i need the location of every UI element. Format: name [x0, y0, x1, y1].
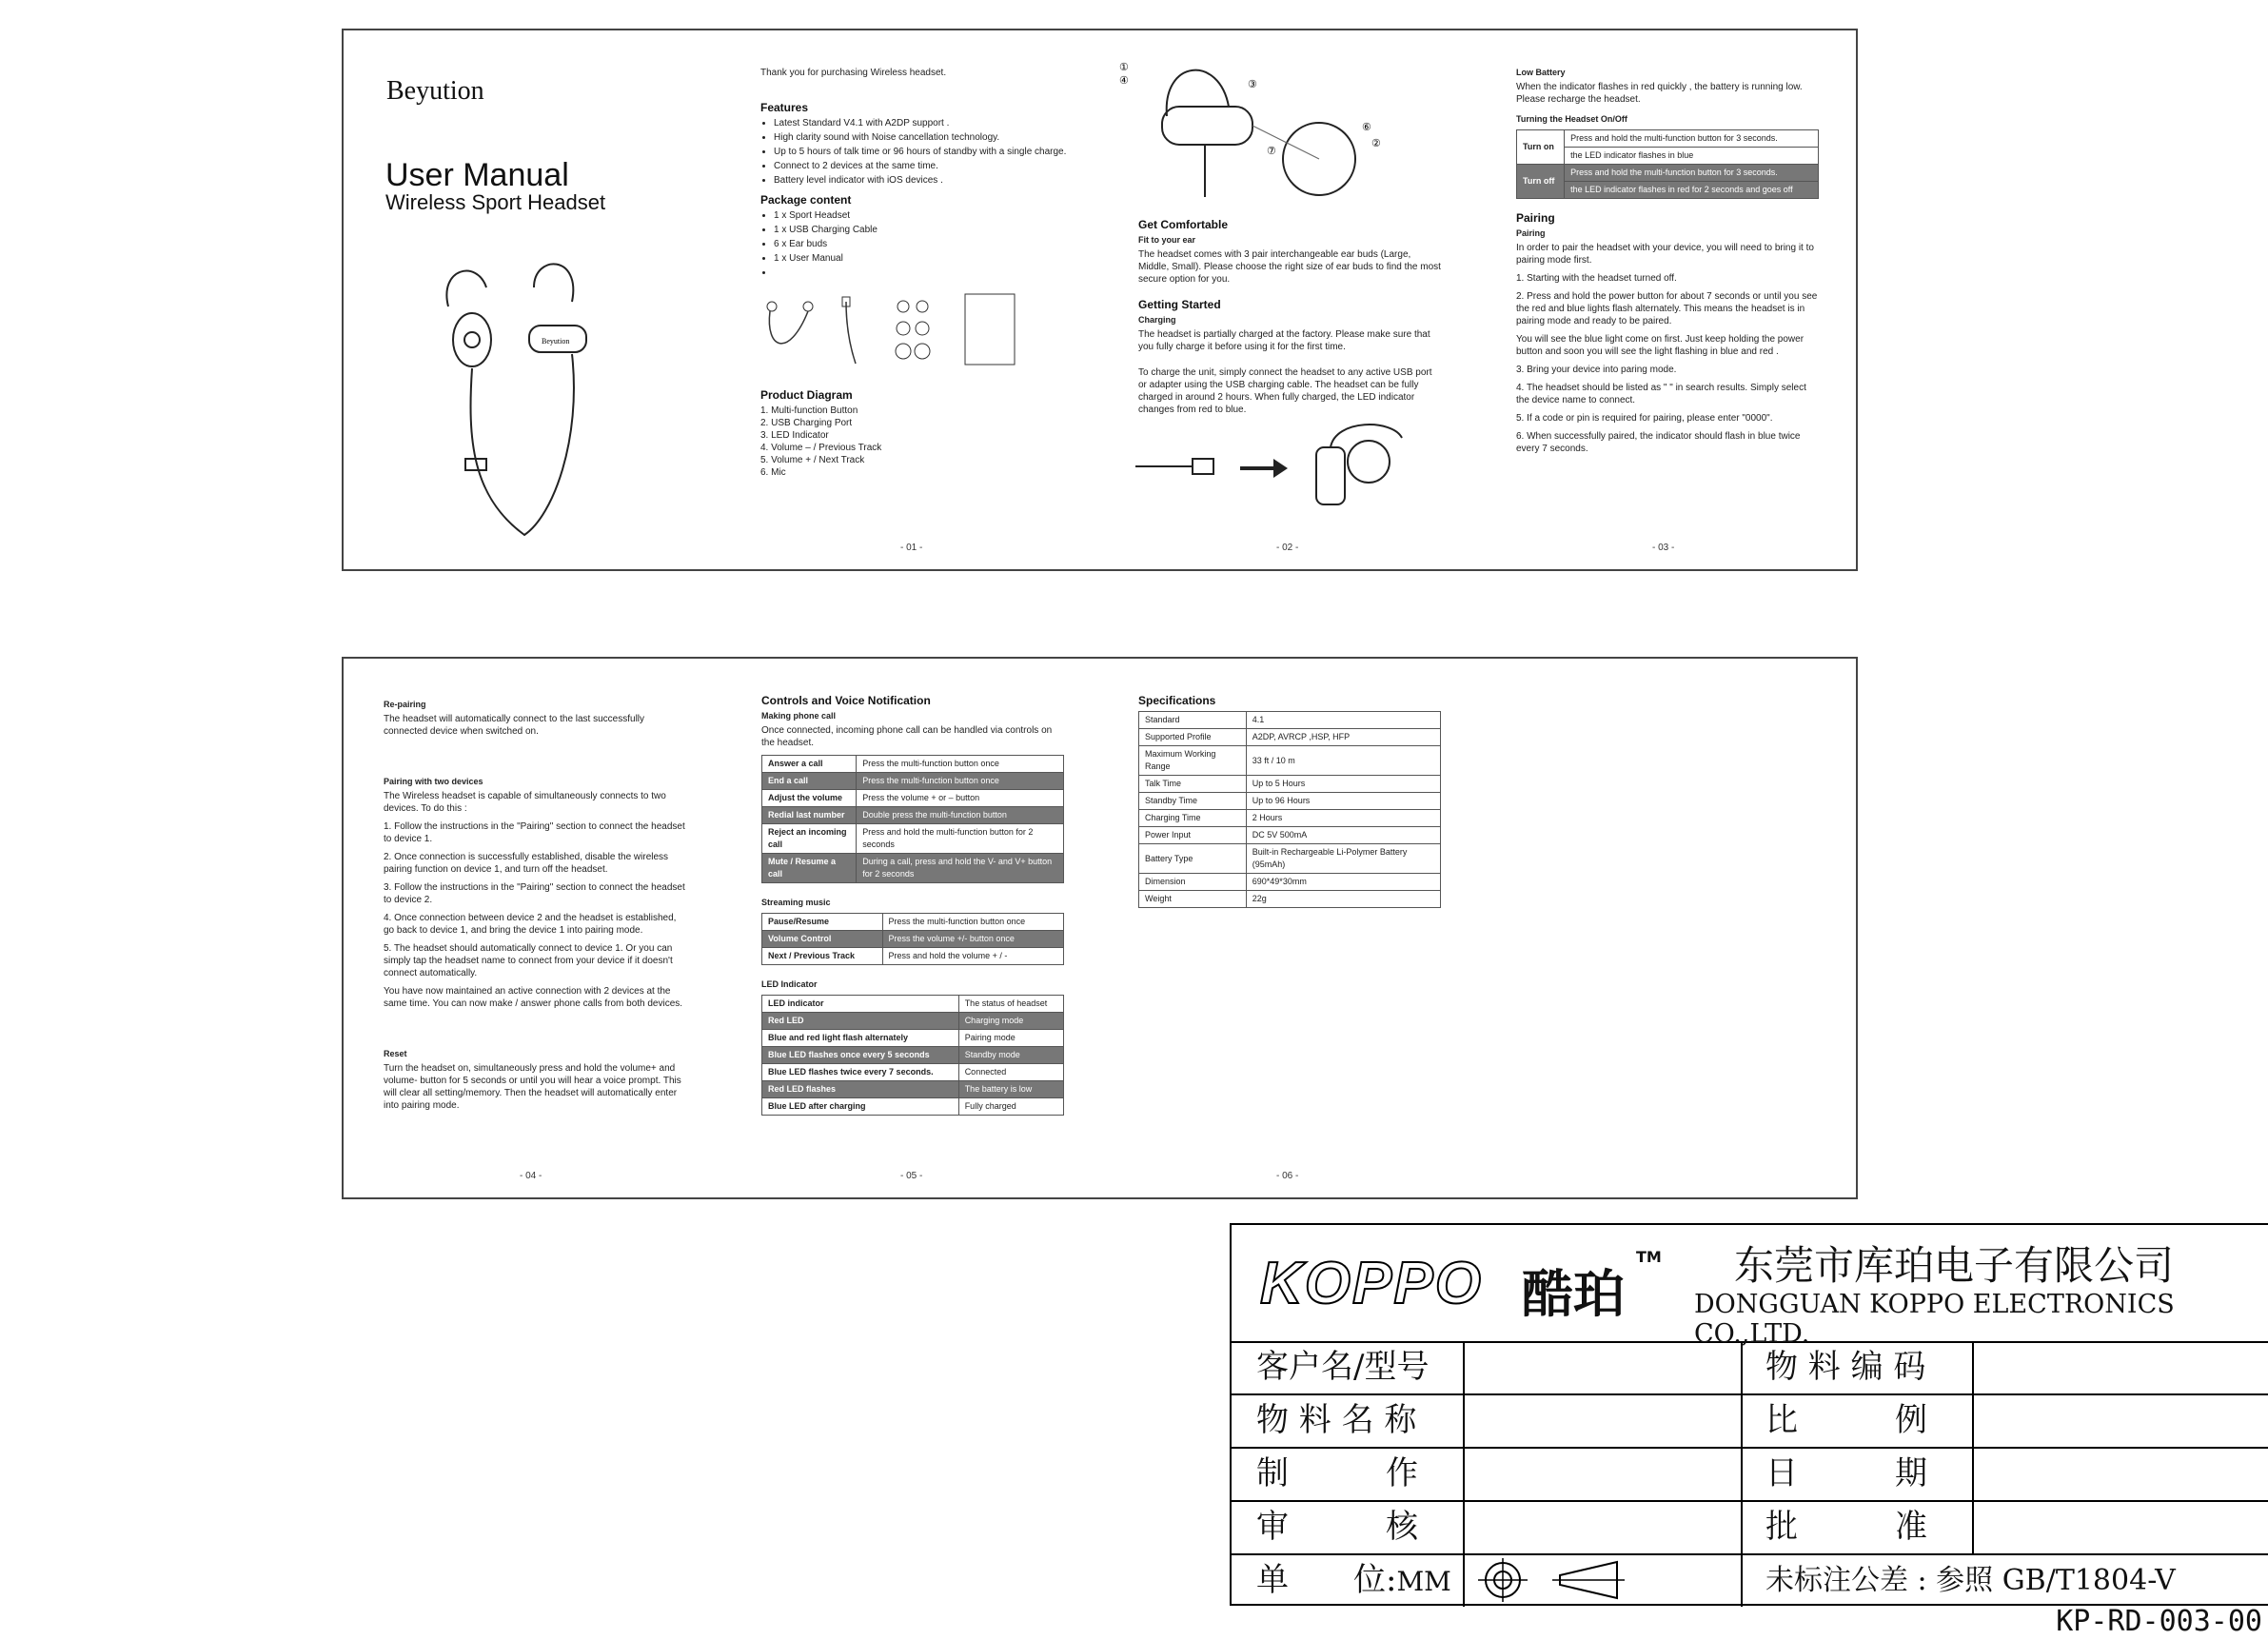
title-block-header	[1232, 1225, 2268, 1349]
table-row	[1139, 729, 1441, 746]
field-label-checked-by: 审 核	[1232, 1501, 1465, 1553]
field-label-scale: 比 例	[1741, 1394, 1974, 1447]
table-cell: 4.1	[1246, 712, 1440, 729]
diagram-item: 1. Multi-function Button	[760, 405, 858, 416]
table-cell: End a call	[762, 773, 857, 790]
product-diagram-illustration	[1114, 59, 1429, 197]
phone-call-intro: Once connected, incoming phone call can be handled via controls on the headset.	[761, 725, 1053, 748]
diagram-heading: Product Diagram	[760, 388, 853, 402]
table-cell: Blue LED flashes twice every 7 seconds.	[762, 1064, 959, 1081]
unit-label: 单 位:	[1256, 1561, 1397, 1599]
table-row	[1139, 891, 1441, 908]
list-item	[774, 267, 1075, 279]
charging-text-1: The headset is partially charged at the factory. Please make sure that you fully charge it before using it for the first time.	[1138, 329, 1430, 352]
diagram-item: 6. Mic	[760, 467, 786, 478]
two-devices-step: 4. Once connection between device 2 and the headset is established, go back to device 1, and bring the device 1 into pairing mode.	[384, 913, 677, 936]
document-number: KP-RD-003-00	[2056, 1605, 2262, 1638]
table-row	[762, 824, 1064, 854]
pairing-step: 3. Bring your device into paring mode.	[1516, 365, 1677, 375]
field-value-material-name	[1465, 1394, 1743, 1447]
table-cell: Volume Control	[762, 931, 883, 948]
pairing-step: 4. The headset should be listed as " " in search results. Simply select the device name to connect.	[1516, 383, 1806, 405]
table-cell: Talk Time	[1139, 776, 1247, 793]
table-row	[1139, 844, 1441, 874]
pairing-step: 6. When successfully paired, the indicator should flash in blue twice every 7 seconds.	[1516, 431, 1801, 454]
company-name-en: DONGGUAN KOPPO ELECTRONICS CO.,LTD.	[1694, 1290, 2175, 1349]
low-battery-heading: Low Battery	[1516, 68, 1566, 77]
table-cell: Standby mode	[958, 1047, 1063, 1064]
page-2-content	[760, 67, 1075, 479]
table-cell: Standby Time	[1139, 793, 1247, 810]
projection-symbol	[1465, 1554, 1743, 1607]
table-cell: Press and hold the volume + / -	[882, 948, 1063, 965]
table-cell: Power Input	[1139, 827, 1247, 844]
list-item: • Up to 5 hours of talk time or 96 hours of standby with a single charge.	[774, 146, 1075, 158]
table-cell: 33 ft / 10 m	[1246, 746, 1440, 776]
intro-text: Thank you for purchasing Wireless headset.	[760, 68, 947, 78]
comfort-text: The headset comes with 3 pair interchangeable ear buds (Large, Middle, Small). Please choose the right size of ear buds to find the most secure option for you.	[1138, 249, 1441, 285]
table-row	[762, 790, 1064, 807]
table-row	[1139, 827, 1441, 844]
title-block-row	[1232, 1394, 2268, 1449]
pairing-subheading: Pairing	[1516, 228, 1546, 238]
comfort-subheading: Fit to your ear	[1138, 235, 1196, 245]
table-cell: Press and hold the multi-function button for 2 seconds	[857, 824, 1064, 854]
table-row	[762, 807, 1064, 824]
field-label-made-by: 制 作	[1232, 1448, 1465, 1500]
field-label-date: 日 期	[1741, 1448, 1974, 1500]
table-cell: Red LED flashes	[762, 1081, 959, 1098]
pairing-intro: In order to pair the headset with your device, you will need to bring it to pairing mode first.	[1516, 243, 1814, 266]
on-off-table	[1516, 129, 1819, 199]
package-heading: Package content	[760, 193, 852, 207]
title-block-row	[1232, 1501, 2268, 1555]
field-value-checked-by	[1465, 1501, 1743, 1553]
field-value-material-code	[1974, 1341, 2268, 1393]
callout-2: ②	[1371, 138, 1381, 149]
manual-sheet-front	[342, 29, 1858, 571]
table-cell: Mute / Resume a call	[762, 854, 857, 883]
table-cell: The status of headset	[958, 996, 1063, 1013]
package-contents-illustration	[760, 292, 1017, 368]
two-devices-step: 1. Follow the instructions in the "Pairing" section to connect the headset to device 1.	[384, 821, 685, 844]
page-number-2: - 02 -	[1276, 543, 1299, 553]
table-cell: Reject an incoming call	[762, 824, 857, 854]
charging-illustration	[1135, 419, 1440, 533]
table-cell: Press and hold the multi-function button for 3 seconds.	[1565, 165, 1819, 182]
table-row	[762, 931, 1064, 948]
table-row	[762, 1047, 1064, 1064]
table-cell: Press the multi-function button once	[857, 773, 1064, 790]
list-item: • Latest Standard V4.1 with A2DP support .	[774, 117, 1075, 129]
callout-4: ④	[1119, 75, 1129, 87]
table-cell: Charging Time	[1139, 810, 1247, 827]
table-cell: Weight	[1139, 891, 1247, 908]
led-heading: LED Indicator	[761, 979, 818, 989]
manual-title: User Manual	[385, 157, 569, 193]
table-row	[1517, 130, 1819, 148]
company-name-cn: 东莞市库珀电子有限公司	[1734, 1242, 2175, 1289]
field-label-material-code: 物 料 编 码	[1741, 1341, 1974, 1393]
title-block-row	[1232, 1554, 2268, 1607]
field-value-scale	[1974, 1394, 2268, 1447]
table-cell: 22g	[1246, 891, 1440, 908]
repairing-text: The headset will automatically connect to the last successfully connected device when switched on.	[384, 714, 645, 737]
page-3-content	[1138, 219, 1443, 422]
table-cell: Turn off	[1517, 165, 1565, 199]
unit-value: MM	[1396, 1566, 1451, 1597]
table-cell: Maximum Working Range	[1139, 746, 1247, 776]
pairing-heading: Pairing	[1516, 211, 1555, 225]
package-list	[760, 209, 1075, 279]
streaming-heading: Streaming music	[761, 898, 831, 907]
field-label-customer-model: 客户名/型号	[1232, 1341, 1465, 1393]
table-cell: the LED indicator flashes in blue	[1565, 148, 1819, 165]
table-row	[762, 773, 1064, 790]
field-value-approved-by	[1974, 1501, 2268, 1553]
first-angle-projection-icon	[1465, 1554, 1741, 1607]
diagram-item: 5. Volume + / Next Track	[760, 455, 865, 465]
page-4-content	[1516, 67, 1821, 461]
table-row	[1517, 165, 1819, 182]
page-5-content	[761, 695, 1066, 1129]
table-cell: Standard	[1139, 712, 1247, 729]
list-item: • 6 x Ear buds	[774, 238, 1075, 250]
pairing-step: 1. Starting with the headset turned off.	[1516, 273, 1677, 284]
tolerance-note: 未标注公差 : 参照 GB/T1804-V	[1765, 1564, 2176, 1597]
table-cell: Built-in Rechargeable Li-Polymer Battery (95mAh)	[1246, 844, 1440, 874]
callout-7: ⑦	[1267, 146, 1276, 157]
table-cell: Press the volume + or – button	[857, 790, 1064, 807]
table-cell: Battery Type	[1139, 844, 1247, 874]
table-cell: The battery is low	[958, 1081, 1063, 1098]
two-devices-step: 3. Follow the instructions in the "Pairing" section to connect the headset to device 2.	[384, 882, 685, 905]
two-devices-intro: The Wireless headset is capable of simultaneously connects to two devices. To do this :	[384, 791, 666, 814]
pairing-step: 2. Press and hold the power button for about 7 seconds or until you see the red and blue lights flash alternately. This means the headset is in pairing mode and ready to be paired.	[1516, 291, 1818, 326]
features-list	[760, 117, 1075, 187]
reset-text: Turn the headset on, simultaneously press and hold the volume+ and volume- button for 5 seconds or until you will hear a voice prompt. This will clear all setting/memory. Then the headset will automatically enter into pairing mode.	[384, 1063, 681, 1111]
field-value-made-by	[1465, 1448, 1743, 1500]
table-cell: 690*49*30mm	[1246, 874, 1440, 891]
table-cell: A2DP, AVRCP ,HSP, HFP	[1246, 729, 1440, 746]
music-table	[761, 913, 1064, 965]
table-row	[762, 1064, 1064, 1081]
company-logo-cn: 酷珀	[1522, 1264, 1625, 1324]
list-item: • 1 x User Manual	[774, 252, 1075, 265]
list-item: • 1 x USB Charging Cable	[774, 224, 1075, 236]
table-row	[762, 756, 1064, 773]
table-row	[762, 1098, 1064, 1116]
page-number-6: - 06 -	[1276, 1171, 1299, 1181]
diagram-item: 2. USB Charging Port	[760, 418, 853, 428]
table-cell: Turn on	[1517, 130, 1565, 165]
pairing-step: You will see the blue light come on first. Just keep holding the power button and soon you will see the light flashing in blue and red .	[1516, 334, 1805, 357]
table-row	[762, 1030, 1064, 1047]
callout-1: ①	[1119, 62, 1129, 73]
company-logo: KOPPO	[1260, 1251, 1483, 1316]
list-item: • Battery level indicator with iOS devices .	[774, 174, 1075, 187]
page-4-back-content	[384, 699, 688, 1117]
led-table	[761, 995, 1064, 1116]
field-value-customer-model	[1465, 1341, 1743, 1393]
table-row	[762, 1081, 1064, 1098]
table-cell: Dimension	[1139, 874, 1247, 891]
comfort-heading: Get Comfortable	[1138, 218, 1229, 231]
list-item: • Connect to 2 devices at the same time.	[774, 160, 1075, 172]
table-cell: Redial last number	[762, 807, 857, 824]
two-devices-outro: You have now maintained an active connection with 2 devices at the same time. You can now make / answer phone calls from both devices.	[384, 986, 683, 1009]
table-cell: Press the volume +/- button once	[882, 931, 1063, 948]
on-off-heading: Turning the Headset On/Off	[1516, 114, 1627, 124]
list-item: • High clarity sound with Noise cancellation technology.	[774, 131, 1075, 144]
diagram-item: 4. Volume – / Previous Track	[760, 443, 882, 453]
table-cell: Press the multi-function button once	[882, 914, 1063, 931]
table-row	[762, 948, 1064, 965]
headset-illustration	[429, 249, 620, 554]
table-cell: Blue and red light flash alternately	[762, 1030, 959, 1047]
trademark-mark: TM	[1636, 1248, 1662, 1266]
two-devices-step: 2. Once connection is successfully established, disable the wireless pairing function on device 1, and turn off the headset.	[384, 852, 669, 875]
page-6-content	[1138, 695, 1443, 921]
repairing-heading: Re-pairing	[384, 700, 426, 709]
phone-call-subheading: Making phone call	[761, 711, 837, 721]
field-label-approved-by: 批 准	[1741, 1501, 1974, 1553]
page-number-3: - 03 -	[1652, 543, 1675, 553]
table-row	[1139, 746, 1441, 776]
table-cell: Blue LED flashes once every 5 seconds	[762, 1047, 959, 1064]
list-item: • 1 x Sport Headset	[774, 209, 1075, 222]
table-row	[762, 854, 1064, 883]
field-value-date	[1974, 1448, 2268, 1500]
table-row	[1139, 776, 1441, 793]
page-number-1: - 01 -	[900, 543, 923, 553]
table-cell: Up to 96 Hours	[1246, 793, 1440, 810]
table-cell: 2 Hours	[1246, 810, 1440, 827]
table-cell: Blue LED after charging	[762, 1098, 959, 1116]
field-unit	[1232, 1554, 1465, 1607]
pairing-step: 5. If a code or pin is required for pairing, please enter "0000".	[1516, 413, 1773, 424]
specifications-heading: Specifications	[1138, 694, 1216, 707]
table-cell: DC 5V 500mA	[1246, 827, 1440, 844]
table-row	[1139, 810, 1441, 827]
table-cell: Fully charged	[958, 1098, 1063, 1116]
features-heading: Features	[760, 101, 809, 114]
brand-logo: Beyution	[386, 76, 484, 106]
page-number-5: - 05 -	[900, 1171, 923, 1181]
table-cell: Answer a call	[762, 756, 857, 773]
table-row	[762, 996, 1064, 1013]
table-cell: Supported Profile	[1139, 729, 1247, 746]
svg-text:Beyution: Beyution	[542, 337, 570, 346]
table-cell: Charging mode	[958, 1013, 1063, 1030]
table-cell: Adjust the volume	[762, 790, 857, 807]
table-cell: Press the multi-function button once	[857, 756, 1064, 773]
getting-started-heading: Getting Started	[1138, 298, 1221, 311]
drawing-title-block	[1230, 1223, 2268, 1606]
callout-6: ⑥	[1362, 122, 1371, 133]
table-cell: Next / Previous Track	[762, 948, 883, 965]
table-cell: Red LED	[762, 1013, 959, 1030]
table-cell: Pause/Resume	[762, 914, 883, 931]
table-row	[1139, 793, 1441, 810]
page-number-4: - 04 -	[520, 1171, 542, 1181]
table-cell: LED indicator	[762, 996, 959, 1013]
title-block-row	[1232, 1448, 2268, 1502]
reset-heading: Reset	[384, 1049, 407, 1058]
callout-3: ③	[1248, 79, 1257, 90]
table-cell: During a call, press and hold the V- and V+ button for 2 seconds	[857, 854, 1064, 883]
table-row	[762, 1013, 1064, 1030]
table-cell: Up to 5 Hours	[1246, 776, 1440, 793]
two-devices-step: 5. The headset should automatically connect to device 1. Or you can simply tap the headset name to connect from your device if it doesn't connect automatically.	[384, 943, 673, 978]
table-row	[762, 914, 1064, 931]
field-label-material-name: 物 料 名 称	[1232, 1394, 1465, 1447]
table-cell: the LED indicator flashes in red for 2 seconds and goes off	[1565, 182, 1819, 199]
table-row	[1139, 874, 1441, 891]
title-block-row	[1232, 1341, 2268, 1395]
controls-heading: Controls and Voice Notification	[761, 694, 931, 707]
table-cell: Double press the multi-function button	[857, 807, 1064, 824]
manual-sheet-back	[342, 657, 1858, 1199]
low-battery-text: When the indicator flashes in red quickly , the battery is running low. Please recharge the headset.	[1516, 82, 1803, 105]
manual-subtitle: Wireless Sport Headset	[385, 190, 606, 214]
two-devices-heading: Pairing with two devices	[384, 777, 483, 786]
diagram-item: 3. LED Indicator	[760, 430, 829, 441]
charging-subheading: Charging	[1138, 315, 1176, 325]
specifications-table	[1138, 711, 1441, 908]
table-cell: Pairing mode	[958, 1030, 1063, 1047]
charging-text-2: To charge the unit, simply connect the headset to any active USB port or adapter using the USB charging cable. The headset can be fully charged in around 2 hours. When fully charged, the LED indicator changes from red to blue.	[1138, 367, 1432, 415]
table-cell: Connected	[958, 1064, 1063, 1081]
calls-table	[761, 755, 1064, 883]
table-cell: Press and hold the multi-function button for 3 seconds.	[1565, 130, 1819, 148]
table-row	[1139, 712, 1441, 729]
